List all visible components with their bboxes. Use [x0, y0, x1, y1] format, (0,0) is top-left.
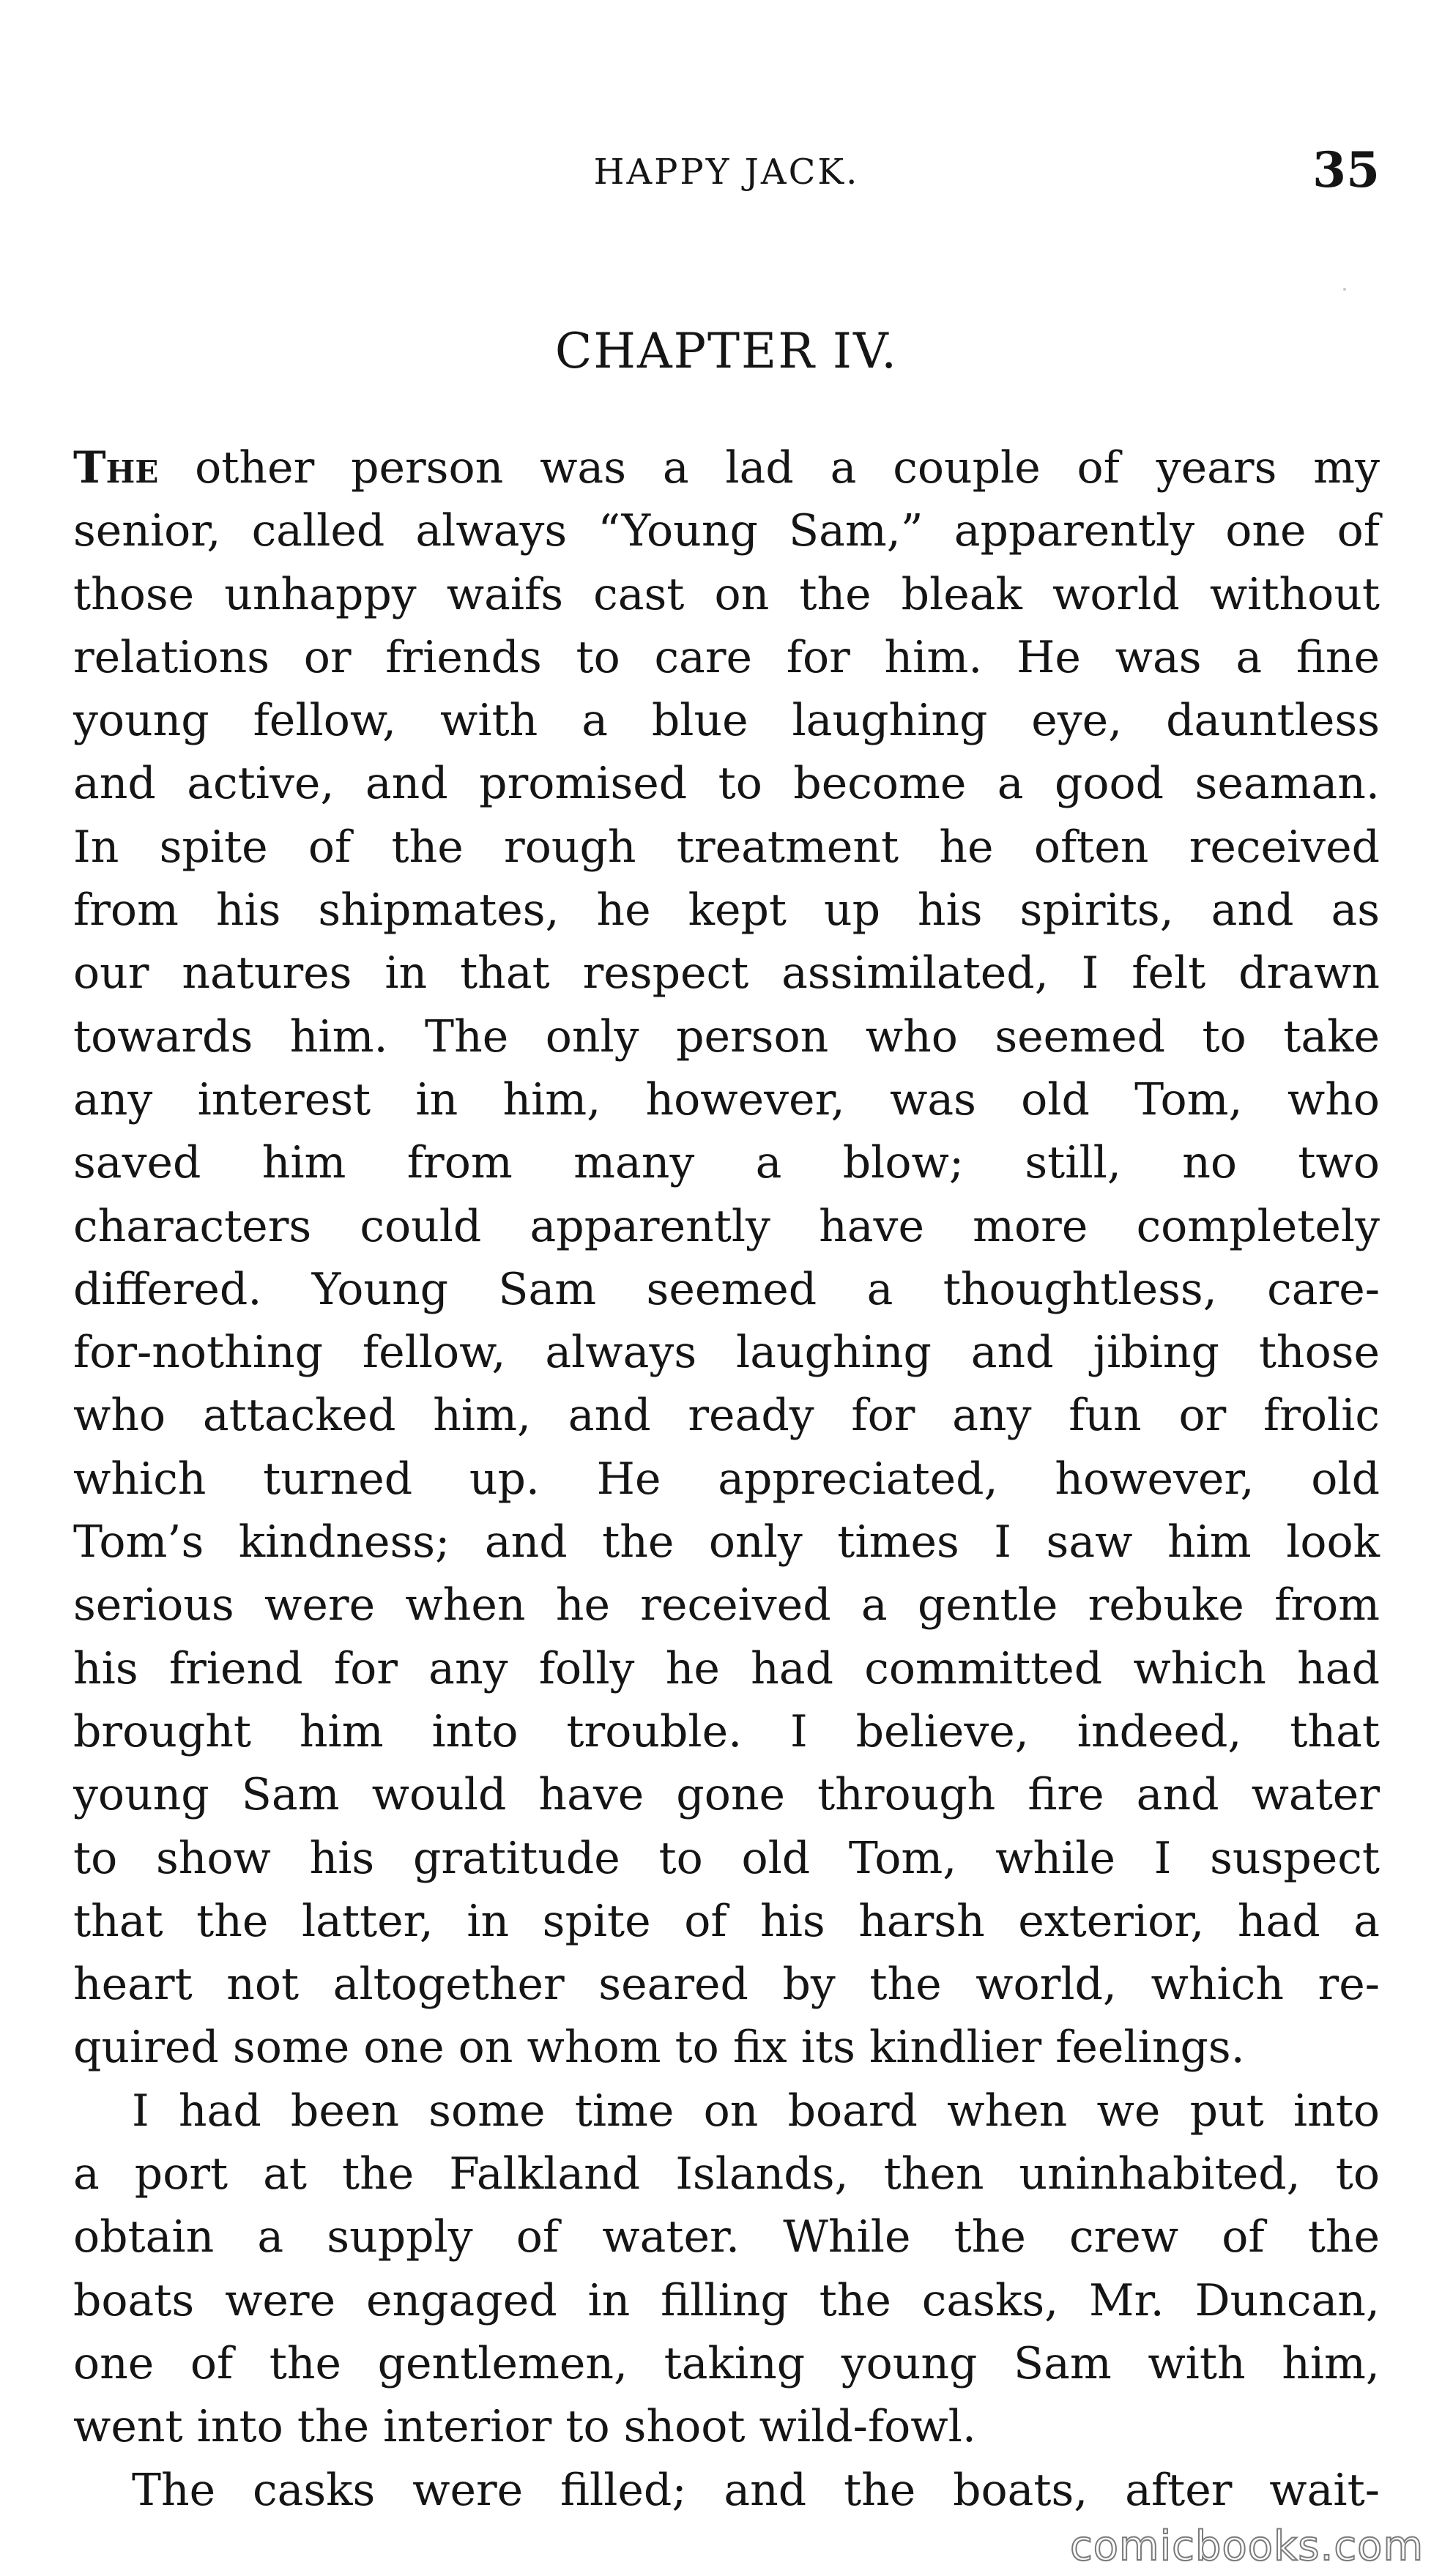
text-line-8: from his shipmates, he kept up his spirits, and as: [73, 885, 1380, 937]
body-text: [73, 436, 1380, 2522]
text-line-14: differed. Young Sam seemed a thoughtless, care-: [73, 1263, 1380, 1315]
text-line-19: serious were when he received a gentle rebuke from: [73, 1579, 1380, 1631]
text-line-31: one of the gentlemen, taking young Sam with him,: [73, 2337, 1380, 2389]
page-number: 35: [1312, 141, 1380, 198]
chapter-title: CHAPTER IV.: [554, 323, 899, 379]
text-line-24: that the latter, in spite of his harsh exterior, had a: [73, 1895, 1380, 1947]
text-line-27: I had been some time on board when we put into: [132, 2085, 1380, 2137]
text-line-7: In spite of the rough treatment he often received: [73, 821, 1380, 873]
text-line-16: who attacked him, and ready for any fun or frolic: [73, 1390, 1380, 1442]
text-line-22: young Sam would have gone through fire and water: [73, 1769, 1380, 1821]
text-line-21: brought him into trouble. I believe, indeed, that: [73, 1705, 1380, 1757]
text-line-3: those unhappy waifs cast on the bleak world without: [73, 568, 1380, 620]
text-line-28: a port at the Falkland Islands, then uninhabited, to: [73, 2148, 1380, 2200]
text-line-25: heart not altogether seared by the world, which re-: [73, 1959, 1380, 2011]
text-line-26: quired some one on whom to fix its kindlier feelings.: [73, 2022, 1245, 2074]
text-line-12: saved him from many a blow; still, no two: [73, 1137, 1380, 1189]
text-line-1-rest: other person was a lad a couple of years my: [158, 442, 1380, 494]
text-line-33: The casks were filled; and the boats, after wait-: [132, 2464, 1380, 2516]
text-line-10: towards him. The only person who seemed to take: [73, 1010, 1380, 1062]
paper-speck: [1343, 288, 1346, 291]
text-line-15: for-nothing fellow, always laughing and jibing those: [73, 1327, 1380, 1379]
text-line-20: his friend for any folly he had committed which had: [73, 1642, 1380, 1694]
text-line-13: characters could apparently have more completely: [73, 1200, 1380, 1252]
text-line-11: any interest in him, however, was old Tom, who: [73, 1073, 1380, 1125]
text-line-29: obtain a supply of water. While the crew of the: [73, 2211, 1380, 2263]
text-line-1: [73, 436, 1380, 499]
text-line-18: Tom’s kindness; and the only times I saw him look: [73, 1516, 1380, 1568]
text-line-17: which turned up. He appreciated, however, old: [73, 1453, 1380, 1505]
text-line-32: went into the interior to shoot wild-fowl.: [73, 2401, 976, 2453]
text-line-6: and active, and promised to become a good seaman.: [73, 758, 1380, 810]
opening-word: The: [73, 442, 159, 494]
text-line-9: our natures in that respect assimilated, I felt drawn: [73, 948, 1380, 999]
running-title: HAPPY JACK.: [593, 152, 860, 193]
text-line-5: young fellow, with a blue laughing eye, dauntless: [73, 695, 1380, 747]
text-line-2: senior, called always “Young Sam,” apparently one of: [73, 505, 1380, 557]
text-line-30: boats were engaged in filling the casks, Mr. Duncan,: [73, 2274, 1380, 2326]
running-head: [73, 139, 1380, 205]
site-watermark: comicbooks.com: [1069, 2523, 1424, 2570]
text-line-4: relations or friends to care for him. He was a fine: [73, 631, 1380, 683]
text-line-23: to show his gratitude to old Tom, while I suspect: [73, 1832, 1380, 1884]
